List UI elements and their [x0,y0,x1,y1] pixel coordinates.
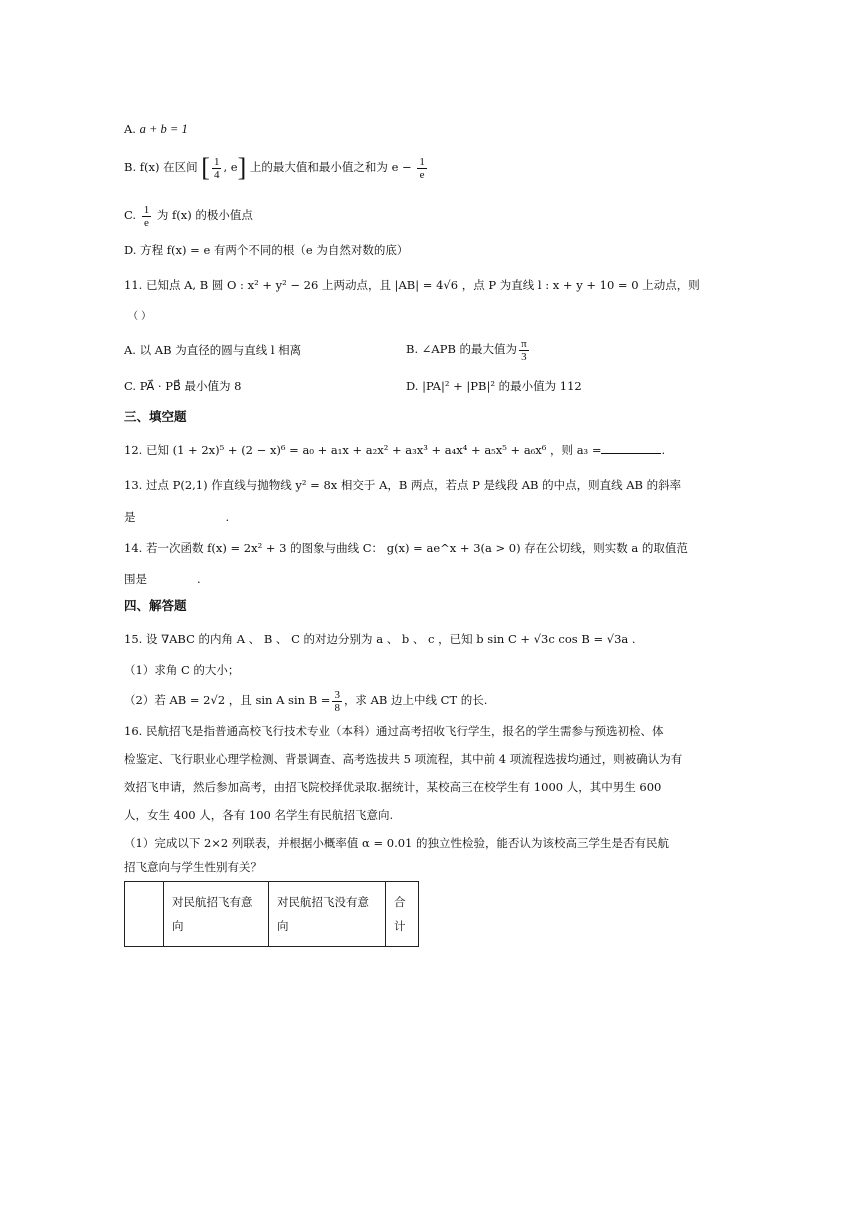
option-text: f(x) 在区间 [139,160,198,174]
q16-line-1: 16. 民航招飞是指普通高校飞行技术专业（本科）通过高考招收飞行学生，报名的学生需参与预选初检、体 [124,724,664,738]
q13-line-1: 13. 过点 P(2,1) 作直线与抛物线 y² = 8x 相交于 A，B 两点，若点 P 是线段 AB 的中点，则直线 AB 的斜率 [124,478,682,492]
q16-line-4: 人，女生 400 人，各有 100 名学生有民航招飞意向. [124,808,394,822]
section-title: 四、解答题 [124,598,187,613]
option-text: PA⃗ · PB⃗ 最小值为 8 [139,379,242,393]
fraction: $\frac{\pi}{3}$ [521,337,527,363]
q16-line-2: 检鉴定、飞行职业心理学检测、背景调查、高考选拔共 5 项流程，其中前 4 项流程选拔均通过，则被确认为有 [124,752,683,766]
option-text: 以 AB 为直径的圆与直线 l 相离 [139,343,302,357]
option-text: |PA|² + |PB|² 的最小值为 112 [422,379,582,393]
answer-blank[interactable] [601,442,661,454]
table-header-cell: 对民航招飞没有意向 [269,882,386,947]
option-label: D. [124,243,137,257]
q12: 12. 已知 (1 + 2x)⁵ + (2 − x)⁶ = a₀ + a₁x + a₂x² + a₃x³ + a₄x⁴ + a₅x⁵ + a₆x⁶ ，则 a₃ = . [124,443,666,457]
fraction: $\frac{1}{e}$ [143,203,150,229]
q14-line-2: 围是 . [124,572,201,586]
q11-option-b: B. ∠APB 的最大值为 $\frac{\pi}{3}$ [406,337,527,363]
q10-option-d [124,242,408,258]
fraction: $\frac{3}{8}$ [334,688,340,714]
option-label: B. [124,160,137,174]
q16-part-1-line-1: （1）完成以下 2×2 列联表，并根据小概率值 α = 0.01 的独立性检验，能否认为该校高三学生是否有民航 [124,836,670,850]
option-text: 方程 f(x) = e 有两个不同的根（e 为自然对数的底） [140,243,409,257]
q11-option-a: A. 以 AB 为直径的圆与直线 l 相离 [124,343,302,357]
option-text: a + b = 1 [139,122,188,136]
option-text: 为 f(x) 的极小值点 [156,208,253,222]
question-text: 12. 已知 (1 + 2x)⁵ + (2 − x)⁶ = a₀ + a₁x + a₂x² + a₃x³ + a₄x⁴ + a₅x⁵ + a₆x⁶ ，则 a₃ = [124,443,602,457]
q11-option-d: D. |PA|² + |PB|² 的最小值为 112 [406,379,582,393]
q11-answer-paren: （ ） [128,311,152,322]
fraction: $\frac{1}{e}$ [419,155,425,181]
q13-line-2: 是 . [124,510,230,524]
q10-option-b: B. f(x) 在区间 [ $\frac{1}{4}$ , e] 上的最大值和最小值之和为 e − $\frac{1}{e}$ [124,153,425,182]
bracket-open: [ [201,153,210,182]
q11-option-c: C. PA⃗ · PB⃗ 最小值为 8 [124,379,242,393]
table-header-row [125,882,419,947]
interval-fraction: $\frac{1}{4}$ [213,155,220,181]
q11-stem: 11. 已知点 A, B 圆 O : x² + y² − 26 上两动点，且 |AB| = 4√6 ，点 P 为直线 l : x + y + 10 = 0 上动点，则 [124,278,700,292]
q10-option-c [124,201,253,229]
q16-part-1-line-2: 招飞意向与学生性别有关？ [124,860,262,874]
q14-line-1: 14. 若一次函数 f(x) = 2x² + 3 的图象与曲线 C： g(x) = ae^x + 3(a > 0) 存在公切线，则实数 a 的取值范 [124,541,688,555]
q15-part-2: （2）若 AB = 2√2 ，且 sin A sin B = $\frac{3}{8}$ ，求 AB 边上中线 CT 的长. [124,688,488,714]
q15-stem: 15. 设 ∇ABC 的内角 A 、 B 、 C 的对边分别为 a 、 b 、 c ，已知 b sin C + √3c cos B = √3a . [124,632,636,646]
table-header-cell: 对民航招飞有意向 [164,882,269,947]
q15-part-1: （1）求角 C 的大小； [124,663,240,677]
option-text: ∠APB 的最大值为 [421,342,518,356]
table-header-cell [125,882,164,947]
bracket-close: ] [237,153,247,182]
contingency-table [124,881,419,947]
option-label: C. [124,208,137,222]
section-title: 三、填空题 [124,409,187,424]
table-header-cell: 合计 [386,882,419,947]
q16-line-3: 效招飞申请，然后参加高考，由招飞院校择优录取.据统计，某校高三在校学生有 1000 人，其中男生 600 [124,780,662,794]
option-text: 上的最大值和最小值之和为 e − [249,160,412,174]
q10-option-a [124,121,188,137]
option-label: A. [124,122,136,136]
